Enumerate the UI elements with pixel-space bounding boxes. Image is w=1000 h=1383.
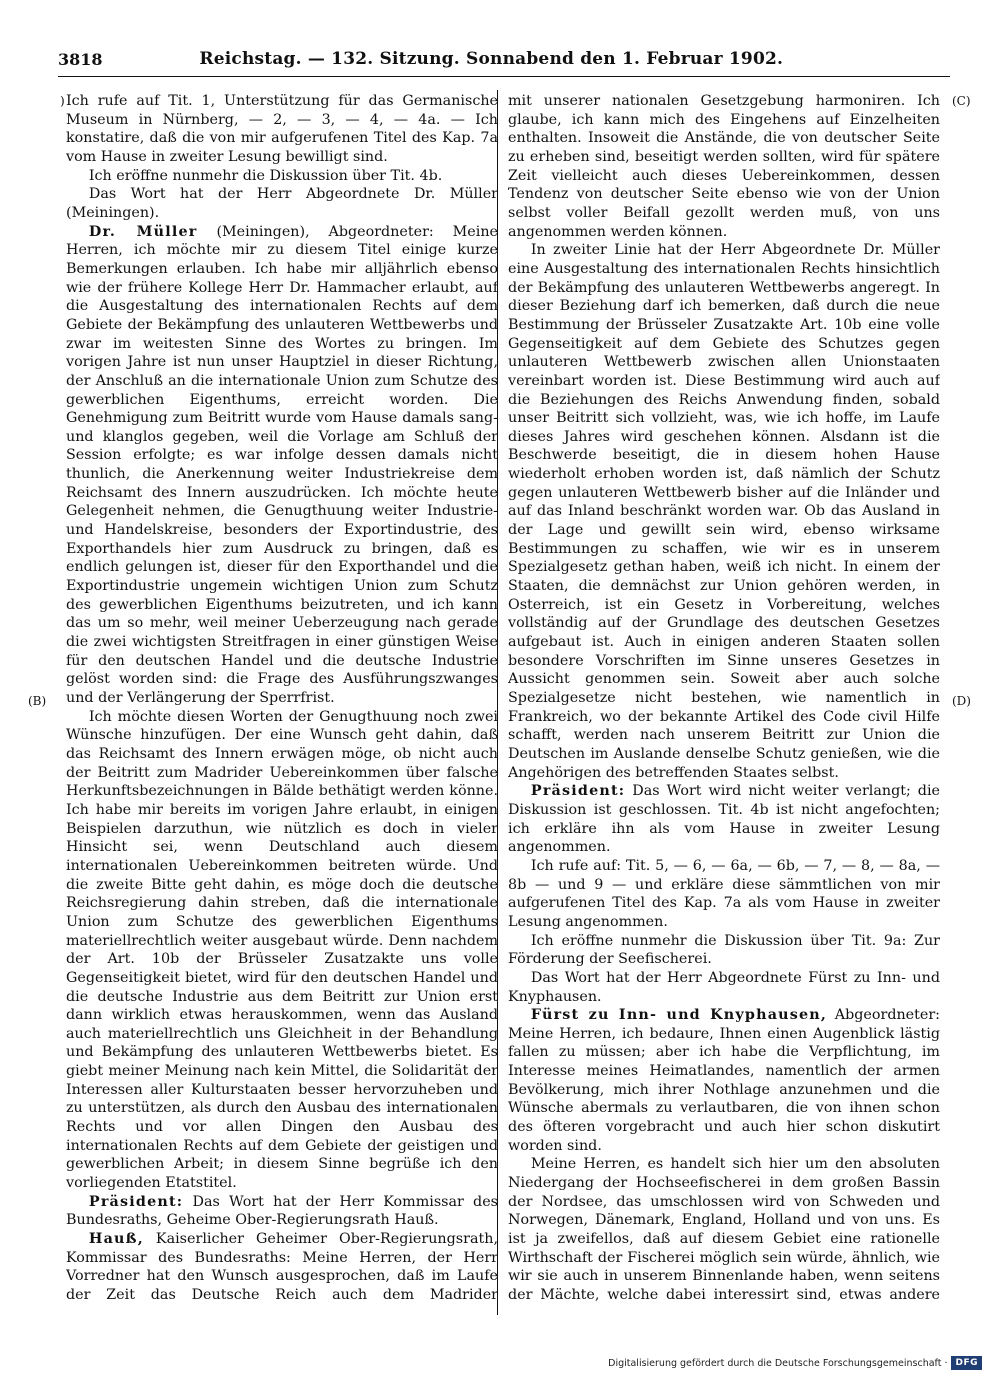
paragraph: Meine Herren, es handelt sich hier um den absoluten Niedergang der Hochseefischerei in dem großen Bassin der Nordsee, das umschlossen wird von Schweden und Norwegen, Dänemark, England, Holland und von uns. Es ist ja zweifellos, daß auf diesem Gebiet eine rationelle Wirthschaft der Fischerei möglich sein würde, ähnlich, wie wir sie auch in unserem Binnenlande haben, wenn seitens der Mächte, welche dabei interessirt sind, etwas andere <box>508 1156 940 1303</box>
paragraph: Ich eröffne nunmehr die Diskussion über Tit. 4b. <box>88 167 443 184</box>
column-divider <box>497 90 498 1315</box>
margin-mark-c: (C) <box>952 94 971 108</box>
paragraph <box>66 1193 498 1230</box>
paragraph: Ich eröffne nunmehr die Diskussion über Tit. 9a: Zur Förderung der Seefischerei. <box>508 932 940 968</box>
footer-credit: Digitalisierung gefördert durch die Deutsche Forschungsgemeinschaft · <box>608 1357 948 1369</box>
margin-mark-b: (B) <box>28 694 47 708</box>
paragraph: mit unserer nationalen Gesetzgebung harmoniren. Ich glaube, ich kann mich des Eingehens auf Einzelheiten enthalten. Insoweit die Anstände, die von deutscher Seite zu erheben sind, beseitigt werden sollten, wird für spätere Zeit vielleicht auch dieses Uebereinkommen, dessen Tendenz von deutscher Seite ebenso wie von der Union selbst voller Beifall gezollt werden muß, von uns angenommen werden können. <box>508 93 940 240</box>
page-footer <box>608 1354 982 1372</box>
speech-text: Kaiserlicher Geheimer Ober-Regierungsrath, Kommissar des Bundesraths: Meine Herren, der Herr Vorredner hat den Wunsch ausgesprochen, daß im Laufe der Zeit das Deutsche Reich auch dem Madrider <box>66 1231 498 1303</box>
speaker-name: Dr. Müller <box>88 223 198 240</box>
speech-text: Abgeordneter: Meine Herren, ich bedaure, Ihnen einen Augenblick lästig fallen zu müssen; aber ich habe die Verpflichtung, im Interesse meines Heimatlandes, namentlich der armen Bevölkerung, mich ihrer Nothlage anzunehmen und die Wünsche abermals zu verlautbaren, die von ihnen schon des öfteren vorgebracht und auch hier schon diskutirt worden sind. <box>508 1007 940 1154</box>
speech-text: Das Wort wird nicht weiter verlangt; die Diskussion ist geschlossen. Tit. 4b ist nicht angefochten; ich erkläre ihn als vom Hause in zweiter Lesung angenommen. <box>508 783 940 856</box>
speech-text: Das Wort hat der Herr Kommissar des Bundesraths, Geheime Ober-Regierungsrath Hauß. <box>66 1193 498 1229</box>
speaker-name: Präsident: <box>530 783 626 800</box>
running-title: Reichstag. — 132. Sitzung. Sonnabend den 1. Februar 1902. <box>199 49 784 69</box>
paragraph: In zweiter Linie hat der Herr Abgeordnete Dr. Müller eine Ausgestaltung des internationalen Rechts hinsichtlich der Bekämpfung des unlauteren Wettbewerbs angeregt. In dieser Beziehung darf ich bemerken, daß durch die neue Bestimmung der Brüsseler Zusatzakte Art. 10b eine volle Gegenseitigkeit auf dem Gebiete des Schutzes gegen unlauteren Wettbewerb zwischen allen Unionstaaten vereinbart worden ist. Diese Bestimmung wird auch auf die Beziehungen des Reichs Anwendung finden, sobald unser Beitritt sich vollzieht, was, wie ich hoffe, im Laufe dieses Jahres wird geschehen können. Alsdann ist die Beschwerde beseitigt, die in diesem hohen Hause wiederholt erhoben worden ist, daß nämlich der Schutz gegen unlauteren Wettbewerb bisher auf die Inländer und auf das Inland beschränkt worden war. Ob das Ausland in der Lage und gewillt sein wird, ebenso wirksame Bestimmungen zu schaffen, wie wir es in unserem Spezialgesetz gethan haben, weiß ich nicht. In einem der Staaten, die demnächst zur Union gehören werden, in Osterreich, ist ein Gesetz in Vorbereitung, welches vollständig auf der Grundlage des deutschen Gesetzes aufgebaut ist. Auch in einigen anderen Staaten sollen besondere Vorschriften im Sinne unseres Gesetzes in Aussicht genommen sein. Soweit aber auch solche Spezialgesetze nicht bestehen, wie namentlich in Frankreich, wo der bekannte Artikel des Code civil Hilfe schafft, werden nach unserem Beitritt zur Union die Deutschen im Auslande denselbe Schutz genießen, wie die Angehörigen des betreffenden Staates selbst. <box>508 242 940 781</box>
paragraph <box>508 782 940 857</box>
speaker-name: Hauß, <box>88 1231 144 1248</box>
speaker-name: Fürst zu Inn- und Knyphausen, <box>530 1007 828 1024</box>
speech-text: (Meiningen), Abgeordneter: Meine Herren, ich möchte mir zu diesem Titel einige kurze Bemerkungen erlauben. Ich habe mir alljährlich ebenso wie der frühere Kollege Herr Dr. Hammacher erlaubt, auf die Ausgestaltung des internationalen Rechts auf dem Gebiete der Bekämpfung des unlauteren Wettbewerbs und zwar im weitesten Sinne des Wortes zu bringen. Im vorigen Jahre ist nun unser Hauptziel in dieser Richtung, der Anschluß an die internationale Union zum Schutze des gewerblichen Eigenthums, erreicht worden. Die Genehmigung zum Beitritt wurde vom Hause damals sang- und klanglos gegeben, weil die Vorlage am Schluß der Session erfolgte; es war infolge dessen damals nicht thunlich, die Anerkennung weiter Industriekreise dem Reichsamt des Innern auszudrücken. Ich möchte heute Gelegenheit nehmen, die Genugthuung weiter Industrie- und Handelskreise, besonders der Exportindustrie, des Exporthandels hier zum Ausdruck zu bringen, daß es endlich gelungen ist, dieser für den Exporthandel und die Exportindustrie ungemein wichtigen Union zum Schutz des gewerblichen Eigenthums beizutreten, und ich kann das um so mehr, weil meiner Ueberzeugung nach gerade die zwei wichtigsten Streitfragen in einer günstigen Weise für den deutschen Handel und die deutsche Industrie gelöst worden sind: die Frage des Ausführungszwanges und der Verlängerung der Sperrfrist. <box>66 223 498 706</box>
speaker-name: Präsident: <box>88 1193 184 1210</box>
margin-mark-d: (D) <box>952 694 971 708</box>
paragraph: Das Wort hat der Herr Abgeordnete Dr. Müller (Meiningen). <box>66 186 498 221</box>
paragraph: Das Wort hat der Herr Abgeordnete Fürst zu Inn- und Knyphausen. <box>508 969 940 1005</box>
left-text-column <box>66 92 498 1307</box>
paragraph: Ich rufe auf: Tit. 5, — 6, — 6a, — 6b, — 7, — 8, — 8a, — 8b — und 9 — und erkläre diese sämmtlichen von mir aufgerufenen Titel des Kap. 7a als vom Hause in zweiter Lesung angenommen. <box>508 857 940 930</box>
dfg-logo: DFG <box>951 1356 982 1370</box>
header-rule <box>58 76 950 77</box>
paragraph <box>508 1006 940 1155</box>
paragraph: Ich möchte diesen Worten der Genugthuung noch zwei Wünsche hinzufügen. Der eine Wunsch geht dahin, daß das Reichsamt des Innern erwägen möge, ob nicht auch der Beitritt zum Madrider Uebereinkommen über falsche Herkunftsbezeichnungen in Bälde bethätigt werden könne. Ich habe mir bereits im vorigen Jahre erlaubt, in einigen Beispielen darzuthun, wie nützlich es doch in vieler Hinsicht sei, wenn Deutschland auch diesem internationalen Uebereinkommen beitreten würde. Und die zweite Bitte geht dahin, es möge doch die deutsche Reichsregierung dahin streben, daß die internationale Union zum Schutze des gewerblichen Eigenthums materiellrechtlich weiter ausgebaut würde. Denn nachdem der Art. 10b der Brüsseler Zusatzakte uns volle Gegenseitigkeit bietet, wird für den deutschen Handel und die deutsche Industrie aus dem Beitritt zur Union erst dann wirklich etwas herauskommen, wenn das Ausland auch materiellrechtlich uns Gleichheit in der Behandlung und Bekämpfung des unlauteren Wettbewerbs bietet. Es giebt meiner Meinung nach kein Mittel, die Solidarität der Interessen aller Kulturstaaten besser hervorzuheben und zu unterstützen, als durch den Ausbau des internationalen Rechts und vor allen Dingen den Ausbau des internationalen Rechts auf dem Gebiete der geistigen und gewerblichen Arbeit; in diesem Sinne begrüße ich den vorliegenden Etatstitel. <box>66 708 498 1192</box>
paragraph: Ich rufe auf Tit. 1, Unterstützung für das Germanische Museum in Nürnberg, — 2, — 3, — 4, — 4a. — Ich konstatire, daß die von mir aufgerufenen Titel des Kap. 7a vom Hause in zweiter Lesung bewilligt sind. <box>66 93 498 165</box>
page-number: 3818 <box>58 49 103 69</box>
paragraph <box>66 223 498 708</box>
page-header <box>58 46 950 72</box>
paragraph <box>66 1230 498 1307</box>
right-text-column <box>508 92 940 1307</box>
margin-mark-top-left: ) <box>60 94 65 108</box>
